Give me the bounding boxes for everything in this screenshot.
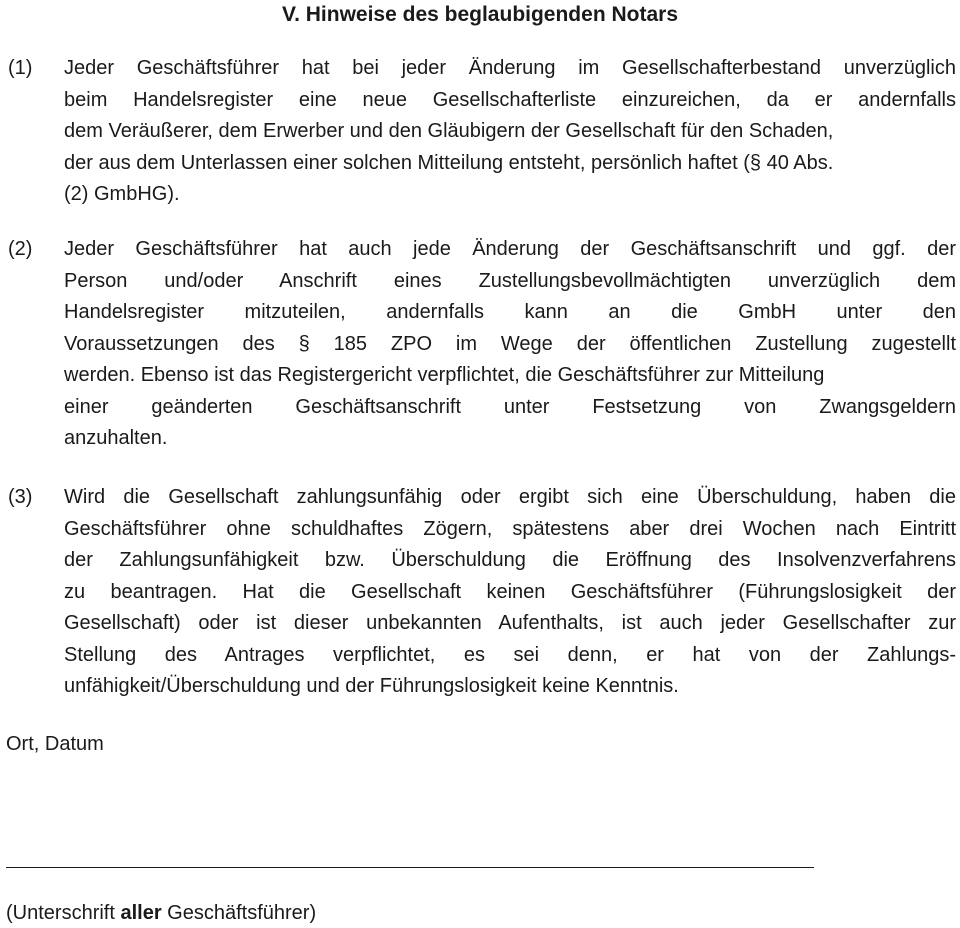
text-line: beim Handelsregister eine neue Gesellschafterliste einzureichen, da er andernfalls	[64, 88, 956, 111]
text-line: Person und/oder Anschrift eines Zustellungsbevollmächtigten unverzüglich dem	[64, 269, 956, 292]
text-line: Jeder Geschäftsführer hat bei jeder Änderung im Gesellschafterbestand unverzüglich	[64, 57, 956, 79]
text-line: der Zahlungsunfähigkeit bzw. Überschuldung die Eröffnung des Insolvenzverfahrens	[64, 549, 956, 571]
text-line: unfähigkeit/Überschuldung und der Führungslosigkeit keine Kenntnis.	[64, 675, 679, 697]
signature-caption	[6, 899, 316, 927]
signature-caption-emphasis: aller	[120, 902, 162, 924]
section-heading: V. Hinweise des beglaubigenden Notars	[282, 3, 678, 26]
text-line: Stellung des Antrages verpflichtet, es sei denn, er hat von der Zahlungs-	[64, 643, 956, 666]
paragraph-text	[64, 53, 956, 211]
paragraph-text	[64, 482, 956, 703]
text-line: Geschäftsführer ohne schuldhaftes Zögern, spätestens aber drei Wochen nach Eintritt	[64, 517, 956, 540]
place-date-label: Ort, Datum	[6, 733, 104, 755]
signature-caption-prefix: (Unterschrift	[6, 902, 121, 924]
text-line: der aus dem Unterlassen einer solchen Mitteilung entsteht, persönlich haftet (§ 40 Abs.	[64, 151, 834, 174]
text-line: werden. Ebenso ist das Registergericht verpflichtet, die Geschäftsführer zur Mitteilung	[64, 364, 825, 386]
text-line: Wird die Gesellschaft zahlungsunfähig oder ergibt sich eine Überschuldung, haben die	[64, 486, 956, 508]
text-line: Handelsregister mitzuteilen, andernfalls kann an die GmbH unter den	[64, 301, 956, 323]
text-line: Jeder Geschäftsführer hat auch jede Änderung der Geschäftsanschrift und ggf. der	[64, 238, 956, 260]
text-line: (2) GmbHG).	[64, 183, 180, 205]
paragraph-text	[64, 234, 956, 455]
signature-caption-suffix: Geschäftsführer)	[161, 902, 317, 924]
text-line: zu beantragen. Hat die Gesellschaft keinen Geschäftsführer (Führungslosigkeit der	[64, 580, 956, 603]
paragraph-number: (3)	[8, 486, 33, 508]
text-line: dem Veräußerer, dem Erwerber und den Gläubigern der Gesellschaft für den Schaden,	[64, 120, 834, 142]
paragraph-number: (2)	[8, 238, 33, 260]
paragraph-number: (1)	[8, 57, 33, 79]
text-line: anzuhalten.	[64, 427, 168, 449]
text-line: einer geänderten Geschäftsanschrift unter Festsetzung von Zwangsgeldern	[64, 395, 956, 418]
text-line: Voraussetzungen des § 185 ZPO im Wege der öffentlichen Zustellung zugestellt	[64, 332, 956, 355]
signature-line	[6, 867, 814, 868]
text-line: Gesellschaft) oder ist dieser unbekannten Aufenthalts, ist auch jeder Gesellschafter zur	[64, 612, 956, 634]
